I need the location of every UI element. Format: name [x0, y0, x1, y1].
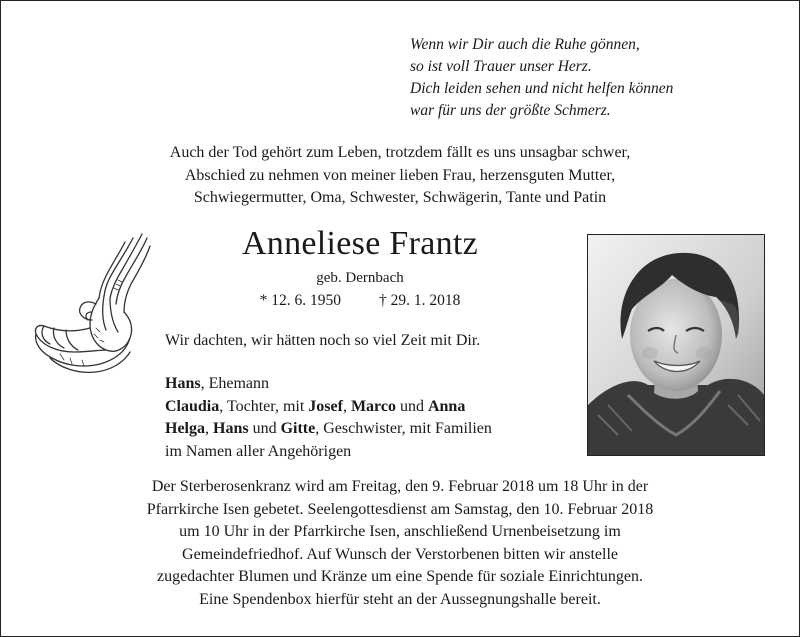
- poem-line: war für uns der größte Schmerz.: [410, 102, 611, 119]
- portrait-image: [588, 235, 764, 455]
- family-name: Anna: [427, 397, 466, 415]
- service-line: zugedachter Blumen und Kränze um eine Spende für soziale Einrichtungen.: [156, 568, 644, 585]
- family-name: Hans: [165, 375, 201, 392]
- poem-line: so ist voll Trauer unser Herz.: [410, 58, 592, 75]
- family-line: [165, 373, 492, 396]
- deceased-name: Anneliese Frantz: [241, 225, 479, 262]
- family-text: ,: [342, 397, 351, 415]
- family-text: , Tochter, mit: [219, 397, 309, 415]
- family-name: Claudia: [165, 397, 220, 415]
- thought-line: Wir dachten, wir hätten noch so viel Zeit mit Dir.: [165, 332, 481, 349]
- life-dates: [160, 291, 560, 311]
- birth-date: * 12. 6. 1950: [259, 292, 341, 309]
- service-info: [40, 476, 760, 611]
- service-line: um 10 Uhr in der Pfarrkirche Isen, anschließend Urnenbeisetzung im: [179, 523, 621, 540]
- family-name: Gitte: [280, 420, 316, 437]
- poem: [410, 34, 780, 122]
- poem-line: Wenn wir Dir auch die Ruhe gönnen,: [410, 36, 640, 53]
- family-line: [165, 396, 492, 419]
- family-text: und: [248, 420, 281, 437]
- poem-line: Dich leiden sehen und nicht helfen können: [410, 80, 674, 97]
- family-line: [165, 418, 492, 441]
- family-name: Hans: [213, 420, 249, 437]
- family-name: Marco: [350, 397, 396, 415]
- intro-line: Abschied zu nehmen von meiner lieben Frau, herzensguten Mutter,: [184, 166, 616, 184]
- service-line: Gemeindefriedhof. Auf Wunsch der Verstorbenen bitten wir anstelle: [182, 545, 618, 563]
- intro-line: Schwiegermutter, Oma, Schwester, Schwägerin, Tante und Patin: [193, 189, 607, 206]
- portrait-photo: [587, 234, 765, 456]
- family-line: im Namen aller Angehörigen: [165, 442, 352, 460]
- service-line: Der Sterberosenkranz wird am Freitag, den 9. Februar 2018 um 18 Uhr in der: [151, 478, 649, 495]
- intro-text: [40, 142, 760, 210]
- family-text: und: [395, 397, 428, 415]
- intro-line: Auch der Tod gehört zum Leben, trotzdem fällt es uns unsagbar schwer,: [169, 144, 631, 161]
- family-name: Josef: [308, 397, 343, 415]
- maiden-name: geb. Dernbach: [316, 270, 404, 286]
- family-text: ,: [205, 420, 213, 437]
- family-text: , Geschwister, mit Familien: [315, 420, 492, 437]
- praying-hands-icon: [30, 228, 155, 378]
- family-name: Helga: [165, 420, 205, 437]
- service-line: Pfarrkirche Isen gebetet. Seelengottesdienst am Samstag, den 10. Februar 2018: [146, 500, 654, 518]
- family-text: , Ehemann: [200, 375, 269, 392]
- service-line: Eine Spendenbox hierfür steht an der Aussegnungshalle bereit.: [199, 590, 601, 608]
- death-date: † 29. 1. 2018: [379, 292, 461, 309]
- family-signature: [165, 373, 492, 463]
